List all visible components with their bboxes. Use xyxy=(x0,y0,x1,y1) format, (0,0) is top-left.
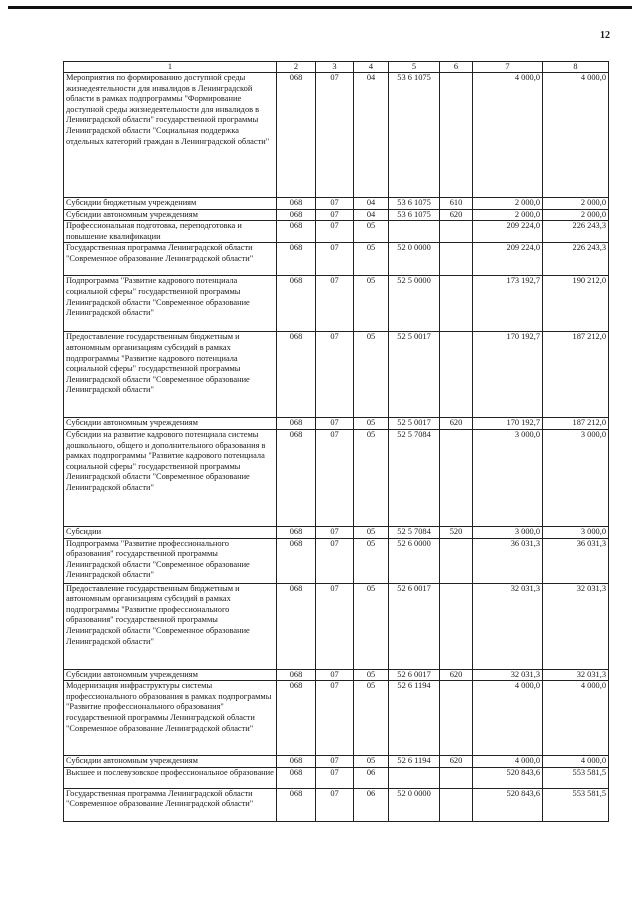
table-cell-type: 620 xyxy=(440,669,473,681)
table-cell-section: 07 xyxy=(316,198,354,210)
table-cell-amount-1: 3 000,0 xyxy=(473,526,543,538)
table-cell-code: 068 xyxy=(277,73,316,198)
table-cell-subsection: 05 xyxy=(354,332,389,418)
table-cell-code: 068 xyxy=(277,538,316,583)
table-row xyxy=(64,767,609,788)
table-cell-type xyxy=(440,332,473,418)
table-cell-name: Субсидии автономным учреждениям xyxy=(64,418,277,430)
table-cell-amount-2: 553 581,5 xyxy=(543,788,609,821)
table-row xyxy=(64,243,609,276)
table-cell-type xyxy=(440,681,473,756)
table-cell-section: 07 xyxy=(316,429,354,526)
table-row xyxy=(64,756,609,768)
table-cell-amount-2: 32 031,3 xyxy=(543,669,609,681)
table-cell-type xyxy=(440,767,473,788)
table-cell-amount-2: 32 031,3 xyxy=(543,583,609,669)
table-cell-type xyxy=(440,276,473,332)
table-cell-target: 53 6 1075 xyxy=(389,73,440,198)
table-row xyxy=(64,788,609,821)
table-cell-code: 068 xyxy=(277,681,316,756)
table-cell-amount-1: 209 224,0 xyxy=(473,243,543,276)
table-cell-name: Субсидии бюджетным учреждениям xyxy=(64,198,277,210)
table-cell-target: 52 0 0000 xyxy=(389,243,440,276)
table-cell-name: Субсидии на развитие кадрового потенциала системы дошкольного, общего и дополнительного образования в рамках подпрограммы "Развитие кадрового потенциала социальной сферы" государственной программы Ленинградской области "Современное образование Ленинградской области" xyxy=(64,429,277,526)
table-cell-target: 53 6 1075 xyxy=(389,209,440,221)
table-cell-amount-2: 190 212,0 xyxy=(543,276,609,332)
table-cell-subsection: 05 xyxy=(354,243,389,276)
table-cell-section: 07 xyxy=(316,276,354,332)
table-cell-amount-2: 2 000,0 xyxy=(543,198,609,210)
table-cell-amount-2: 2 000,0 xyxy=(543,209,609,221)
table-cell-amount-2: 36 031,3 xyxy=(543,538,609,583)
table-row xyxy=(64,681,609,756)
table-cell-amount-2: 187 212,0 xyxy=(543,332,609,418)
table-cell-name: Профессиональная подготовка, переподготовка и повышение квалификации xyxy=(64,221,277,243)
table-cell-amount-1: 3 000,0 xyxy=(473,429,543,526)
table-cell-type: 620 xyxy=(440,418,473,430)
header-cell: 4 xyxy=(354,62,389,73)
table-cell-subsection: 05 xyxy=(354,669,389,681)
table-cell-amount-2: 4 000,0 xyxy=(543,73,609,198)
table-cell-name: Предоставление государственным бюджетным и автономным организациям субсидий в рамках подпрограммы "Развитие кадрового потенциала социальной сферы" государственной программы Ленинградской области "Современное образование Ленинградской области" xyxy=(64,332,277,418)
table-cell-code: 068 xyxy=(277,583,316,669)
table-cell-target: 52 6 0017 xyxy=(389,583,440,669)
table-cell-code: 068 xyxy=(277,209,316,221)
table-cell-target: 52 5 7084 xyxy=(389,429,440,526)
table-cell-amount-2: 4 000,0 xyxy=(543,681,609,756)
header-cell: 5 xyxy=(389,62,440,73)
table-cell-section: 07 xyxy=(316,788,354,821)
table-cell-subsection: 06 xyxy=(354,767,389,788)
table-cell-code: 068 xyxy=(277,429,316,526)
table-cell-amount-1: 2 000,0 xyxy=(473,209,543,221)
table-cell-subsection: 04 xyxy=(354,209,389,221)
table-cell-target xyxy=(389,221,440,243)
table-cell-target: 52 5 0000 xyxy=(389,276,440,332)
table-cell-type: 620 xyxy=(440,756,473,768)
table-cell-subsection: 04 xyxy=(354,198,389,210)
table-cell-target: 52 6 1194 xyxy=(389,756,440,768)
table-cell-code: 068 xyxy=(277,418,316,430)
table-cell-code: 068 xyxy=(277,221,316,243)
table-cell-code: 068 xyxy=(277,526,316,538)
table-row xyxy=(64,73,609,198)
table-cell-amount-2: 226 243,3 xyxy=(543,243,609,276)
table-cell-section: 07 xyxy=(316,332,354,418)
table-cell-type: 610 xyxy=(440,198,473,210)
table-cell-section: 07 xyxy=(316,538,354,583)
table-cell-amount-1: 32 031,3 xyxy=(473,669,543,681)
table-cell-name: Государственная программа Ленинградской области "Современное образование Ленинградской области" xyxy=(64,243,277,276)
header-cell: 8 xyxy=(543,62,609,73)
table-cell-subsection: 05 xyxy=(354,276,389,332)
table-cell-name: Модернизация инфраструктуры системы профессионального образования в рамках подпрограммы "Развитие профессионального образования" государственной программы Ленинградской области "Современное образование Ленинградской области" xyxy=(64,681,277,756)
table-cell-amount-1: 520 843,6 xyxy=(473,788,543,821)
table-cell-section: 07 xyxy=(316,583,354,669)
table-cell-code: 068 xyxy=(277,669,316,681)
table-cell-amount-1: 170 192,7 xyxy=(473,332,543,418)
table-cell-amount-2: 4 000,0 xyxy=(543,756,609,768)
table-row xyxy=(64,221,609,243)
table-row xyxy=(64,429,609,526)
table-cell-section: 07 xyxy=(316,526,354,538)
table-cell-type xyxy=(440,538,473,583)
table-cell-section: 07 xyxy=(316,73,354,198)
table-cell-subsection: 05 xyxy=(354,583,389,669)
table-cell-code: 068 xyxy=(277,198,316,210)
top-rule xyxy=(8,6,632,9)
table-cell-name: Субсидии автономным учреждениям xyxy=(64,209,277,221)
table-cell-subsection: 04 xyxy=(354,73,389,198)
table-cell-target: 52 6 1194 xyxy=(389,681,440,756)
table-cell-subsection: 05 xyxy=(354,429,389,526)
table-cell-section: 07 xyxy=(316,681,354,756)
table-cell-target: 52 6 0017 xyxy=(389,669,440,681)
header-cell: 1 xyxy=(64,62,277,73)
table-row xyxy=(64,538,609,583)
table-cell-subsection: 06 xyxy=(354,788,389,821)
budget-table xyxy=(63,61,609,822)
table-cell-subsection: 05 xyxy=(354,756,389,768)
table-cell-target xyxy=(389,767,440,788)
table-cell-subsection: 05 xyxy=(354,526,389,538)
table-cell-amount-2: 187 212,0 xyxy=(543,418,609,430)
table-cell-amount-1: 2 000,0 xyxy=(473,198,543,210)
table-cell-amount-1: 4 000,0 xyxy=(473,756,543,768)
table-cell-section: 07 xyxy=(316,767,354,788)
table-row xyxy=(64,276,609,332)
table-cell-subsection: 05 xyxy=(354,681,389,756)
table-cell-code: 068 xyxy=(277,276,316,332)
table-cell-target: 52 5 7084 xyxy=(389,526,440,538)
table-cell-code: 068 xyxy=(277,756,316,768)
table-cell-amount-2: 553 581,5 xyxy=(543,767,609,788)
table-cell-amount-1: 36 031,3 xyxy=(473,538,543,583)
table-cell-type xyxy=(440,73,473,198)
table-cell-section: 07 xyxy=(316,221,354,243)
table-row xyxy=(64,526,609,538)
table-cell-amount-2: 3 000,0 xyxy=(543,429,609,526)
table-cell-name: Субсидии xyxy=(64,526,277,538)
table-row xyxy=(64,583,609,669)
table-cell-subsection: 05 xyxy=(354,538,389,583)
header-cell: 2 xyxy=(277,62,316,73)
table-cell-type xyxy=(440,583,473,669)
table-cell-type: 620 xyxy=(440,209,473,221)
table-cell-amount-1: 4 000,0 xyxy=(473,73,543,198)
table-cell-type xyxy=(440,788,473,821)
table-cell-subsection: 05 xyxy=(354,221,389,243)
header-cell: 6 xyxy=(440,62,473,73)
table-cell-name: Подпрограмма "Развитие кадрового потенциала социальной сферы" государственной программы Ленинградской области "Современное образование Ленинградской области" xyxy=(64,276,277,332)
table-cell-target: 52 6 0000 xyxy=(389,538,440,583)
table-cell-target: 52 5 0017 xyxy=(389,332,440,418)
table-cell-type xyxy=(440,243,473,276)
table-cell-code: 068 xyxy=(277,788,316,821)
page-number: 12 xyxy=(600,30,610,41)
table-cell-amount-1: 32 031,3 xyxy=(473,583,543,669)
table-cell-section: 07 xyxy=(316,669,354,681)
table-row xyxy=(64,669,609,681)
table-cell-name: Высшее и послевузовское профессиональное образование xyxy=(64,767,277,788)
table-row xyxy=(64,418,609,430)
table-cell-section: 07 xyxy=(316,418,354,430)
table-cell-name: Предоставление государственным бюджетным и автономным организациям субсидий в рамках подпрограммы "Развитие профессионального образования" государственной программы Ленинградской области "Современное образование Ленинградской области" xyxy=(64,583,277,669)
table-cell-amount-1: 520 843,6 xyxy=(473,767,543,788)
table-row xyxy=(64,198,609,210)
table-row xyxy=(64,332,609,418)
table-cell-type: 520 xyxy=(440,526,473,538)
table-cell-name: Государственная программа Ленинградской области "Современное образование Ленинградской области" xyxy=(64,788,277,821)
table-cell-section: 07 xyxy=(316,756,354,768)
table-cell-type xyxy=(440,221,473,243)
table-cell-section: 07 xyxy=(316,243,354,276)
table-cell-amount-2: 226 243,3 xyxy=(543,221,609,243)
table-cell-amount-1: 4 000,0 xyxy=(473,681,543,756)
table-cell-name: Мероприятия по формированию доступной среды жизнедеятельности для инвалидов в Ленинградской области в рамках подпрограммы "Формирование доступной среды жизнедеятельности для инвалидов в Ленинградской области" государственной программы Ленинградской области "Социальная поддержка отдельных категорий граждан в Ленинградской области" xyxy=(64,73,277,198)
table-cell-target: 52 5 0017 xyxy=(389,418,440,430)
table-cell-code: 068 xyxy=(277,243,316,276)
table-row xyxy=(64,209,609,221)
table-cell-subsection: 05 xyxy=(354,418,389,430)
table-cell-name: Субсидии автономным учреждениям xyxy=(64,756,277,768)
header-cell: 7 xyxy=(473,62,543,73)
table-cell-section: 07 xyxy=(316,209,354,221)
table-cell-type xyxy=(440,429,473,526)
table-cell-target: 53 6 1075 xyxy=(389,198,440,210)
table-cell-amount-2: 3 000,0 xyxy=(543,526,609,538)
table-cell-amount-1: 173 192,7 xyxy=(473,276,543,332)
table-cell-code: 068 xyxy=(277,332,316,418)
table-header-row xyxy=(64,62,609,73)
table-cell-amount-1: 209 224,0 xyxy=(473,221,543,243)
header-cell: 3 xyxy=(316,62,354,73)
table-cell-amount-1: 170 192,7 xyxy=(473,418,543,430)
table-cell-code: 068 xyxy=(277,767,316,788)
table-cell-name: Подпрограмма "Развитие профессионального образования" государственной программы Ленинградской области "Современное образование Ленинградской области" xyxy=(64,538,277,583)
table-body xyxy=(64,73,609,822)
table-cell-target: 52 0 0000 xyxy=(389,788,440,821)
table-cell-name: Субсидии автономным учреждениям xyxy=(64,669,277,681)
